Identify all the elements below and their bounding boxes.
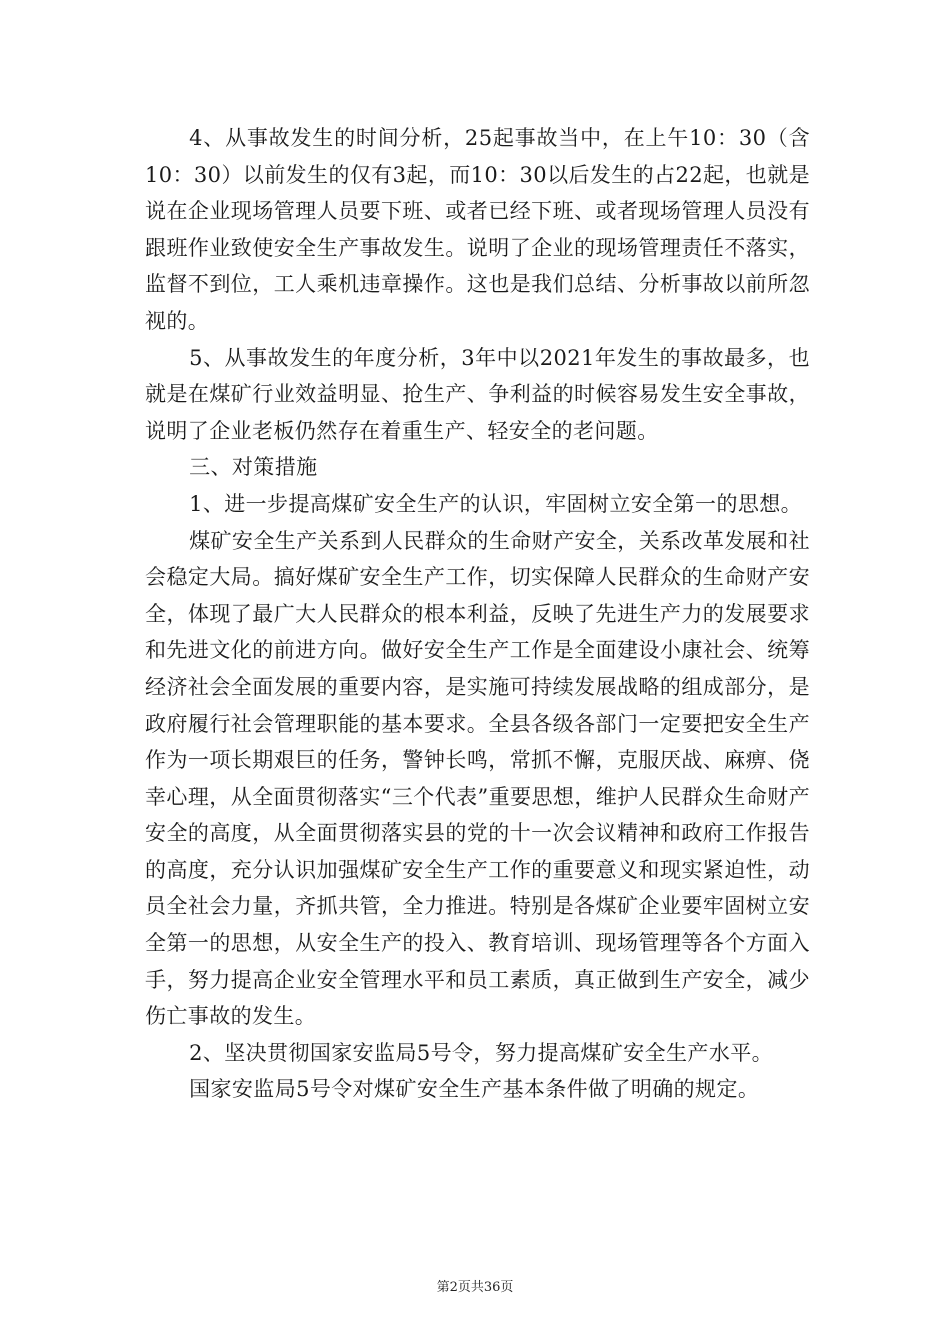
document-body bbox=[145, 120, 810, 1108]
paragraph-measure-1-body: 煤矿安全生产关系到人民群众的生命财产安全，关系改革发展和社会稳定大局。搞好煤矿安全生产工作，切实保障人民群众的生命财产安全，体现了最广大人民群众的根本利益，反映了先进生产力的发展要求和先进文化的前进方向。做好安全生产工作是全面建设小康社会、统筹经济社会全面发展的重要内容，是实施可持续发展战略的组成部分，是政府履行社会管理职能的基本要求。全县各级各部门一定要把安全生产作为一项长期艰巨的任务，警钟长鸣，常抓不懈，克服厌战、麻痹、侥幸心理，从全面贯彻落实“三个代表”重要思想，维护人民群众生命财产安全的高度，从全面贯彻落实县的党的十一次会议精神和政府工作报告的高度，充分认识加强煤矿安全生产工作的重要意义和现实紧迫性，动员全社会力量，齐抓共管，全力推进。特别是各煤矿企业要牢固树立安全第一的思想，从安全生产的投入、教育培训、现场管理等各个方面入手，努力提高企业安全管理水平和员工素质，真正做到生产安全，减少伤亡事故的发生。 bbox=[145, 528, 810, 1029]
paragraph-time-analysis: 4、从事故发生的时间分析，25起事故当中，在上午10：30（含10：30）以前发生的仅有3起，而10：30以后发生的占22起，也就是说在企业现场管理人员要下班、或者已经下班、或者现场管理人员没有跟班作业致使安全生产事故发生。说明了企业的现场管理责任不落实，监督不到位，工人乘机违章操作。这也是我们总结、分析事故以前所忽视的。 bbox=[145, 126, 810, 333]
paragraph-measure-2-title: 2、坚决贯彻国家安监局5号令，努力提高煤矿安全生产水平。 bbox=[189, 1040, 774, 1065]
paragraph-measure-2-body: 国家安监局5号令对煤矿安全生产基本条件做了明确的规定。 bbox=[189, 1077, 760, 1102]
paragraph-measure-1-title: 1、进一步提高煤矿安全生产的认识，牢固树立安全第一的思想。 bbox=[189, 491, 803, 516]
page-number-footer: 第2页共36页 bbox=[436, 1280, 514, 1295]
paragraph-year-analysis: 5、从事故发生的年度分析，3年中以2021年发生的事故最多，也就是在煤矿行业效益明显、抢生产、争利益的时候容易发生安全事故，说明了企业老板仍然存在着重生产、轻安全的老问题。 bbox=[145, 345, 810, 443]
section-heading-countermeasures: 三、对策措施 bbox=[189, 455, 318, 480]
